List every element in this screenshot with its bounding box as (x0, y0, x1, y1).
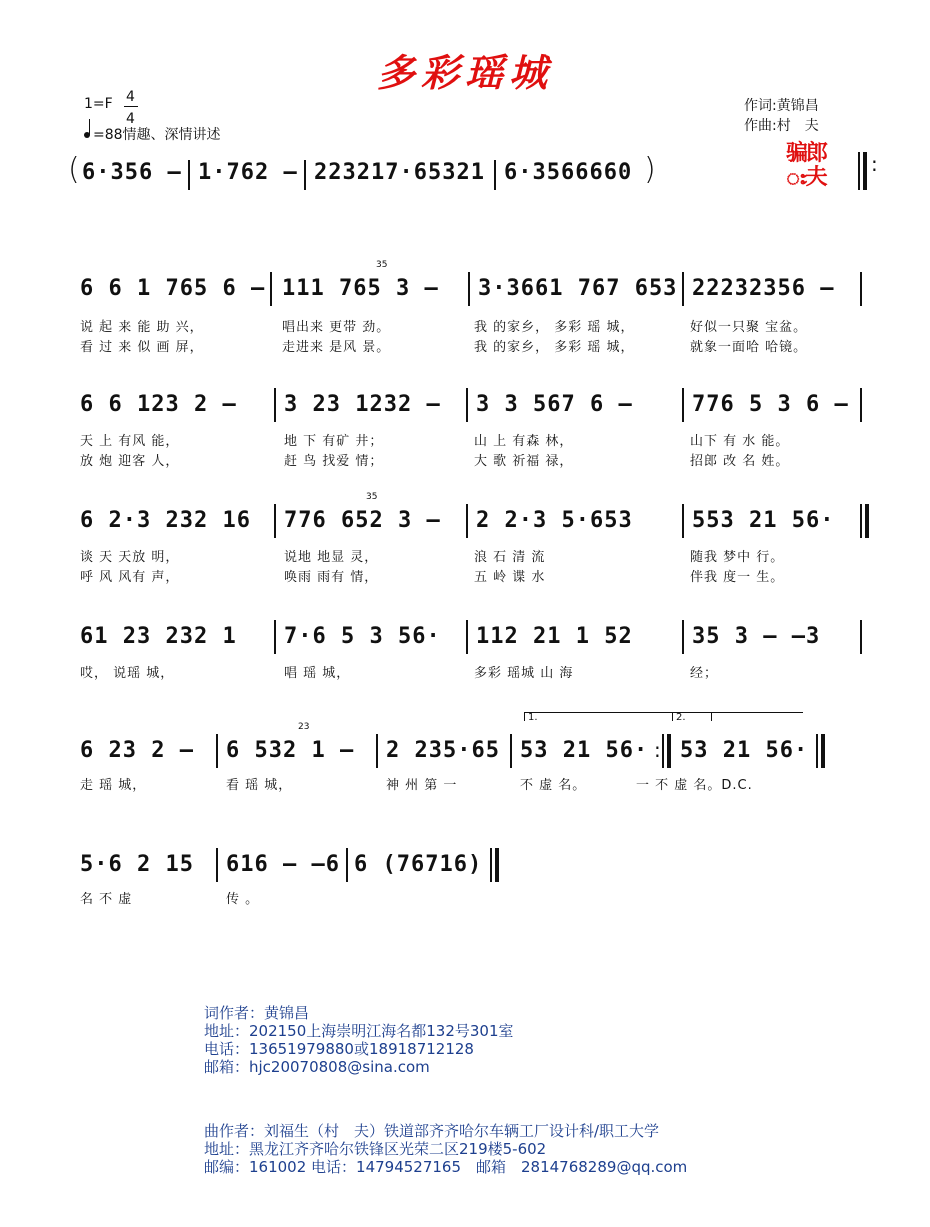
lyric: 五 岭 谍 水 (474, 570, 546, 585)
lyric: 看 瑶 城， (226, 778, 293, 793)
lyric: 说地 地显 灵， (284, 550, 379, 565)
measure: 7·6 5 3 56· (284, 624, 441, 649)
lyric: 一 不 虚 名。D.C. (636, 778, 753, 793)
measure: 2 2·3 5·653 (476, 508, 633, 533)
measure: 3 23 1232 – (284, 392, 441, 417)
stamp-text-line1: 骗郎 (785, 141, 826, 166)
grace-note-mark: 23 (298, 722, 310, 732)
lyricist-contact (204, 1004, 514, 1076)
quarter-note-icon (84, 132, 90, 138)
repeat-end-dots: : (654, 738, 661, 762)
barline (468, 272, 470, 306)
repeat-end-thin-bar (860, 504, 862, 538)
barline (274, 504, 276, 538)
lyric: 赶 鸟 找爱 情； (284, 454, 384, 469)
lyric: 谈 天 天放 明， (80, 550, 180, 565)
time-signature-line (124, 106, 138, 107)
measure: 6 6 123 2 – (80, 392, 237, 417)
measure: 53 21 56· (680, 738, 809, 763)
volta-2-label: 2. (676, 712, 686, 723)
measure: 111 765 3 – (282, 276, 439, 301)
barline (860, 620, 862, 654)
lyric: 就象一面哈 哈镜。 (690, 340, 808, 355)
tempo-marking (84, 124, 221, 144)
measure: 3 3 567 6 – (476, 392, 633, 417)
volta-1-label: 1. (528, 712, 538, 723)
lyric: 唱 瑶 城， (284, 666, 351, 681)
lyric: 大 歌 祈福 禄， (474, 454, 574, 469)
repeat-end-thin-bar (662, 734, 664, 768)
repeat-start-thick-bar (863, 152, 867, 190)
measure: 53 21 56· (520, 738, 649, 763)
stamp-text-line2: ႊ夫 (786, 165, 826, 190)
repeat-dots: : (871, 152, 878, 176)
lyric: 经； (690, 666, 719, 681)
measure: 112 21 1 52 (476, 624, 633, 649)
barline (510, 734, 512, 768)
lyric: 名 不 虚 (80, 892, 133, 907)
final-thick-bar (495, 848, 499, 882)
final-thin-bar (490, 848, 492, 882)
footer-line: 词作者：黄锦昌 (204, 1004, 310, 1022)
lyric: 地 下 有矿 井； (284, 434, 384, 449)
measure: 776 5 3 6 – (692, 392, 849, 417)
barline (346, 848, 348, 882)
lyric: 山 上 有森 林， (474, 434, 574, 449)
barline (188, 160, 190, 190)
composer-credit: 作曲:村 夫 (744, 118, 819, 134)
barline (216, 734, 218, 768)
expression-text: 情趣、深情讲述 (122, 127, 221, 143)
red-seal-stamp (780, 142, 832, 192)
final-thin-bar (816, 734, 818, 768)
measure: 5·6 2 15 (80, 852, 194, 877)
intro-close-bracket: ) (644, 152, 656, 187)
repeat-start-thin-bar (858, 152, 860, 190)
measure: 6 532 1 – (226, 738, 355, 763)
tempo-value: =88 (93, 127, 123, 143)
measure: 2 235·65 (386, 738, 500, 763)
lyric: 随我 梦中 行。 (690, 550, 785, 565)
intro-measure-4: 6·3566660 (504, 160, 633, 185)
lyric: 传 。 (226, 892, 260, 907)
barline (860, 388, 862, 422)
lyric: 走 瑶 城， (80, 778, 147, 793)
measure: 6 6 1 765 6 – (80, 276, 266, 301)
lyric: 唱出来 更带 劲。 (282, 320, 391, 335)
intro-measure-2: 1·762 – (198, 160, 298, 185)
lyric: 呼 风 风有 声， (80, 570, 180, 585)
measure: 553 21 56· (692, 508, 835, 533)
lyric: 好似一只聚 宝盆。 (690, 320, 808, 335)
lyric: 伴我 度一 生。 (690, 570, 785, 585)
lyric: 山下 有 水 能。 (690, 434, 790, 449)
lyric: 哎， 说瑶 城， (80, 666, 175, 681)
footer-line: 地址：202150上海崇明江海名都132号301室 (204, 1022, 514, 1040)
measure: 22232356 – (692, 276, 835, 301)
measure: 616 – –6 (226, 852, 340, 877)
lyric: 招郎 改 名 姓。 (690, 454, 790, 469)
barline (216, 848, 218, 882)
lyricist-credit: 作词:黄锦昌 (744, 98, 819, 114)
measure: 3·3661 767 653 (478, 276, 678, 301)
barline (682, 504, 684, 538)
lyric: 走进来 是风 景。 (282, 340, 391, 355)
song-title: 多彩瑶城 (376, 50, 553, 95)
barline (682, 388, 684, 422)
barline (466, 620, 468, 654)
composer-contact (204, 1122, 687, 1176)
measure: 6 (76716) (354, 852, 483, 877)
barline (860, 272, 862, 306)
lyric: 唤雨 雨有 情， (284, 570, 379, 585)
lyric: 不 虚 名。 (520, 778, 587, 793)
time-signature-top: 4 (126, 89, 135, 105)
footer-line: 电话：13651979880或18918712128 (204, 1040, 474, 1058)
lyric: 浪 石 清 流 (474, 550, 546, 565)
grace-note-mark: 35 (366, 492, 378, 502)
intro-measure-3: 223217·65321 (314, 160, 485, 185)
lyric: 多彩 瑶城 山 海 (474, 666, 574, 681)
measure: 776 652 3 – (284, 508, 441, 533)
footer-line: 邮箱：hjc20070808@sina.com (204, 1058, 430, 1076)
barline (466, 504, 468, 538)
final-thick-bar (821, 734, 825, 768)
intro-open-bracket: ( (68, 152, 80, 187)
footer-line: 邮编：161002 电话：14794527165 邮箱 2814768289@qq.com (204, 1158, 688, 1176)
lyric: 我 的家乡， 多彩 瑶 城， (474, 340, 635, 355)
volta-bracket-2 (672, 712, 803, 721)
lyric: 看 过 来 似 画 屏， (80, 340, 204, 355)
lyric: 我 的家乡， 多彩 瑶 城， (474, 320, 635, 335)
barline (682, 272, 684, 306)
measure: 6 2·3 232 16 (80, 508, 251, 533)
repeat-end-thick-bar (865, 504, 869, 538)
barline (376, 734, 378, 768)
barline (682, 620, 684, 654)
lyric: 神 州 第 一 (386, 778, 458, 793)
intro-measure-1: 6·356 – (82, 160, 182, 185)
lyric: 天 上 有风 能， (80, 434, 180, 449)
key-signature: 1=F (84, 96, 113, 112)
barline (466, 388, 468, 422)
footer-line: 地址：黑龙江齐齐哈尔铁锋区光荣二区219楼5-602 (204, 1140, 547, 1158)
lyric: 说 起 来 能 助 兴， (80, 320, 204, 335)
barline (274, 620, 276, 654)
barline (304, 160, 306, 190)
footer-line: 曲作者：刘福生（村 夫）铁道部齐齐哈尔车辆工厂设计科/职工大学 (204, 1122, 660, 1140)
repeat-end-thick-bar (667, 734, 671, 768)
barline (494, 160, 496, 190)
lyric: 放 炮 迎客 人， (80, 454, 180, 469)
barline (270, 272, 272, 306)
measure: 35 3 – –3 (692, 624, 821, 649)
barline (274, 388, 276, 422)
measure: 61 23 232 1 (80, 624, 237, 649)
measure: 6 23 2 – (80, 738, 194, 763)
time-signature-bottom: 4 (126, 111, 135, 127)
grace-note-mark: 35 (376, 260, 388, 270)
